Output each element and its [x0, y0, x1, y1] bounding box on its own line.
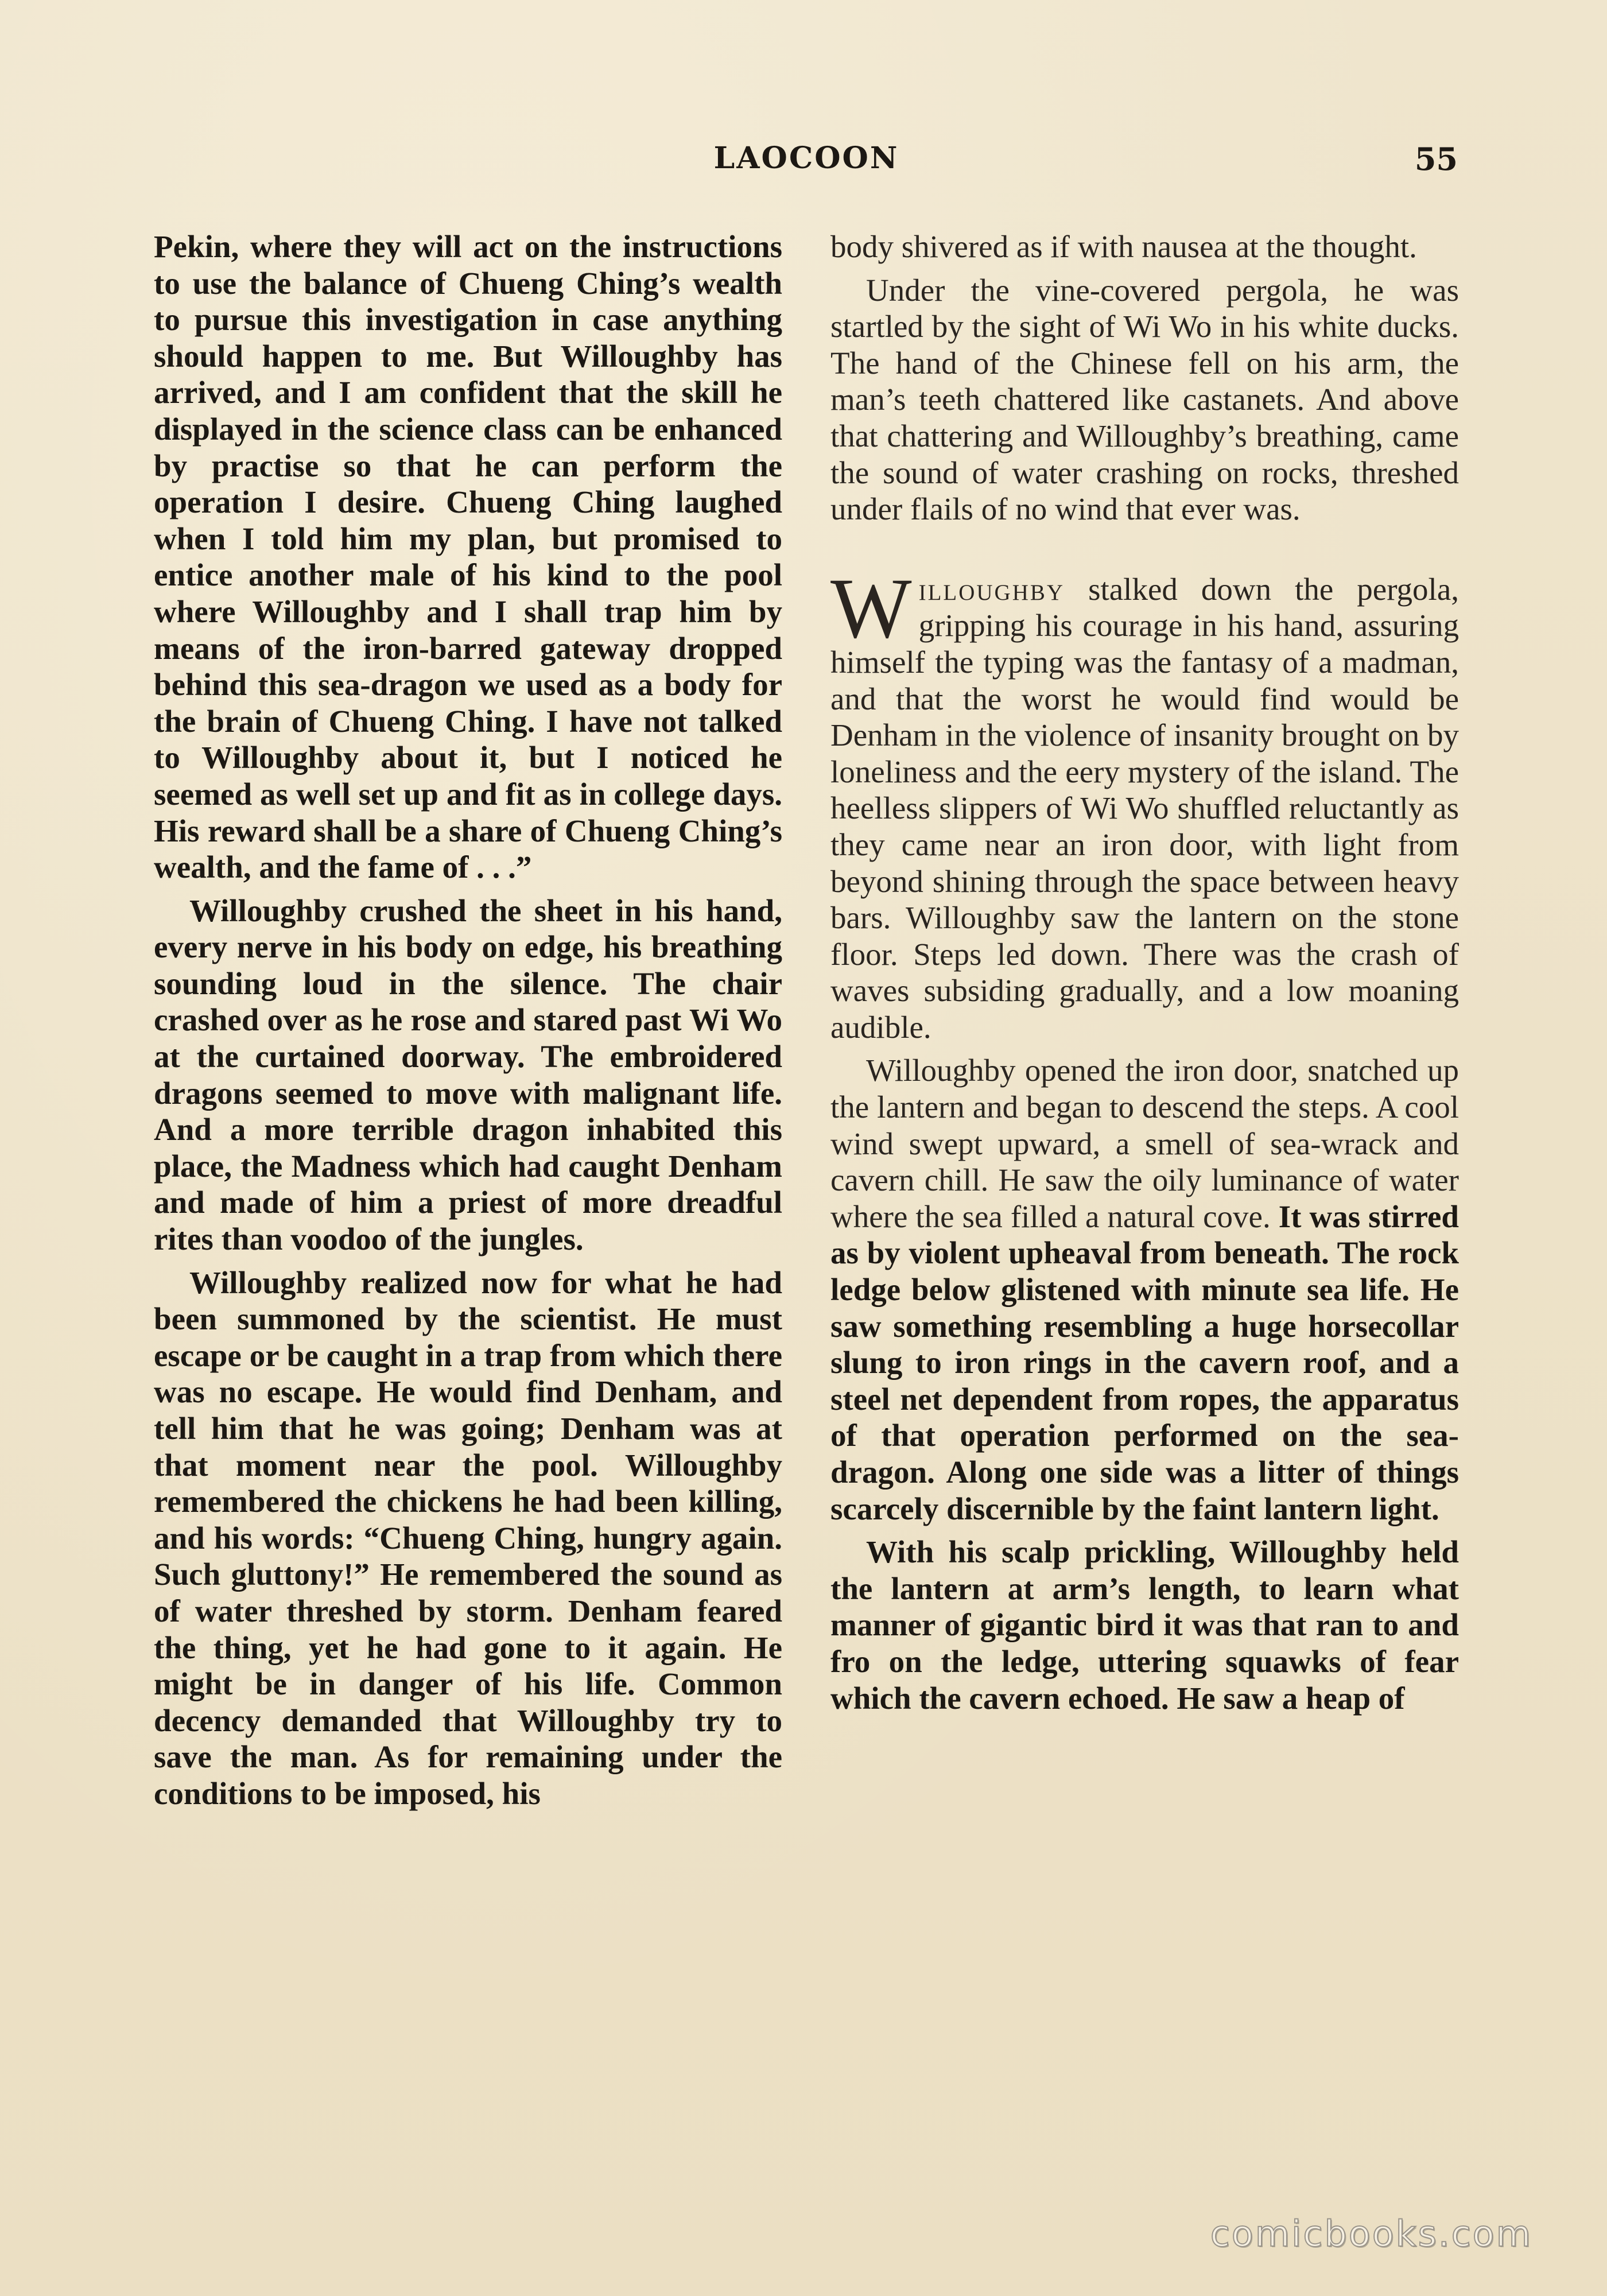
- watermark: comicbooks.com: [1210, 2213, 1532, 2255]
- page-header: [155, 141, 1458, 187]
- paragraph-text: stalked down the pergola, gripping his courage in his hand, assuring himself the typing was the fantasy of a madman, and that the worst he would find would be Denham in the violence of insanity brought on by loneliness and the eery mystery of the island. The heelless slippers of Wi Wo shuffled reluctantly as they came near an iron door, with light from beyond shining through the space between heavy bars. Willoughby saw the lantern on the stone floor. Steps led down. There was the crash of waves subsiding gradually, and a low moaning audible.: [830, 571, 1459, 1045]
- running-head: LAOCOON: [713, 141, 899, 176]
- paragraph-text-bold: It was stirred as by violent upheaval from beneath. The rock ledge below glistened with minute sea life. He saw something resembling a huge horsecollar slung to iron rings in the cavern roof, and a steel net dependent from ropes, the apparatus of that operation performed on the sea-dragon. Along one side was a litter of things scarcely discernible by the faint lantern light.: [830, 1199, 1459, 1526]
- paragraph: body shivered as if with nausea at the thought.: [830, 229, 1417, 264]
- left-column: [154, 228, 782, 1812]
- small-caps-lead: illoughby: [918, 571, 1065, 607]
- paragraph: Pekin, where they will act on the instructions to use the balance of Chueng Ching’s wealth to pursue this investigation in case anything should happen to me. But Willoughby has arrived, and I am confident that the skill he displayed in the science class can be enhanced by practise so that he can perform the operation I desire. Chueng Ching laughed when I told him my plan, but promised to entice another male of his kind to the pool where Willoughby and I shall trap him by means of the iron-barred gateway dropped behind this sea-dragon we used as a body for the brain of Chueng Ching. I have not talked to Willoughby about it, but I noticed he seemed as well set up and fit as in college days. His reward shall be a share of Chueng Ching’s wealth, and the fame of . . .”: [154, 229, 782, 885]
- paragraph: Willoughby crushed the sheet in his hand, every nerve in his body on edge, his breathing sounding loud in the silence. The chair crashed over as he rose and stared past Wi Wo at the curtained doorway. The embroidered dragons seemed to move with malignant life. And a more terrible dragon inhabited this place, the Madness which had caught Denham and made of him a priest of more dreadful rites than voodoo of the jungles.: [154, 893, 782, 1257]
- right-column: [830, 228, 1459, 1716]
- paragraph: Under the vine-covered pergola, he was startled by the sight of Wi Wo in his white ducks. The hand of the Chinese fell on his arm, the man’s teeth chattered like castanets. And above that chattering and Willoughby’s breathing, came the sound of water crashing on rocks, threshed under flails of no wind that ever was.: [830, 272, 1459, 527]
- section-opening-paragraph: [830, 560, 1459, 1046]
- paragraph: Willoughby realized now for what he had been summoned by the scientist. He must escape or be caught in a trap from which there was no escape. He would find Denham, and tell him that he was going; Denham was at that moment near the pool. Willoughby remembered the chickens he had been killing, and his words: “Chueng Ching, hungry again. Such gluttony!” He remembered the sound as of water threshed by storm. Denham feared the thing, yet he had gone to it again. He might be in danger of his life. Common decency demanded that Willoughby try to save the man. As for remaining under the conditions to be imposed, his: [154, 1265, 782, 1811]
- paragraph: [830, 1052, 1459, 1527]
- page-number: 55: [1414, 141, 1458, 177]
- paragraph: With his scalp prickling, Willoughby held the lantern at arm’s length, to learn what manner of gigantic bird it was that ran to and fro on the ledge, uttering squawks of fear which the cavern echoed. He saw a heap of: [830, 1534, 1459, 1716]
- drop-cap: W: [830, 560, 912, 656]
- paragraph-text-light: Willoughby opened the iron door, snatched up the lantern and began to descend the steps. A cool wind swept upward, a smell of sea-wrack and cavern chill. He saw the oily luminance of water where the sea filled a natural cove.: [830, 1053, 1459, 1234]
